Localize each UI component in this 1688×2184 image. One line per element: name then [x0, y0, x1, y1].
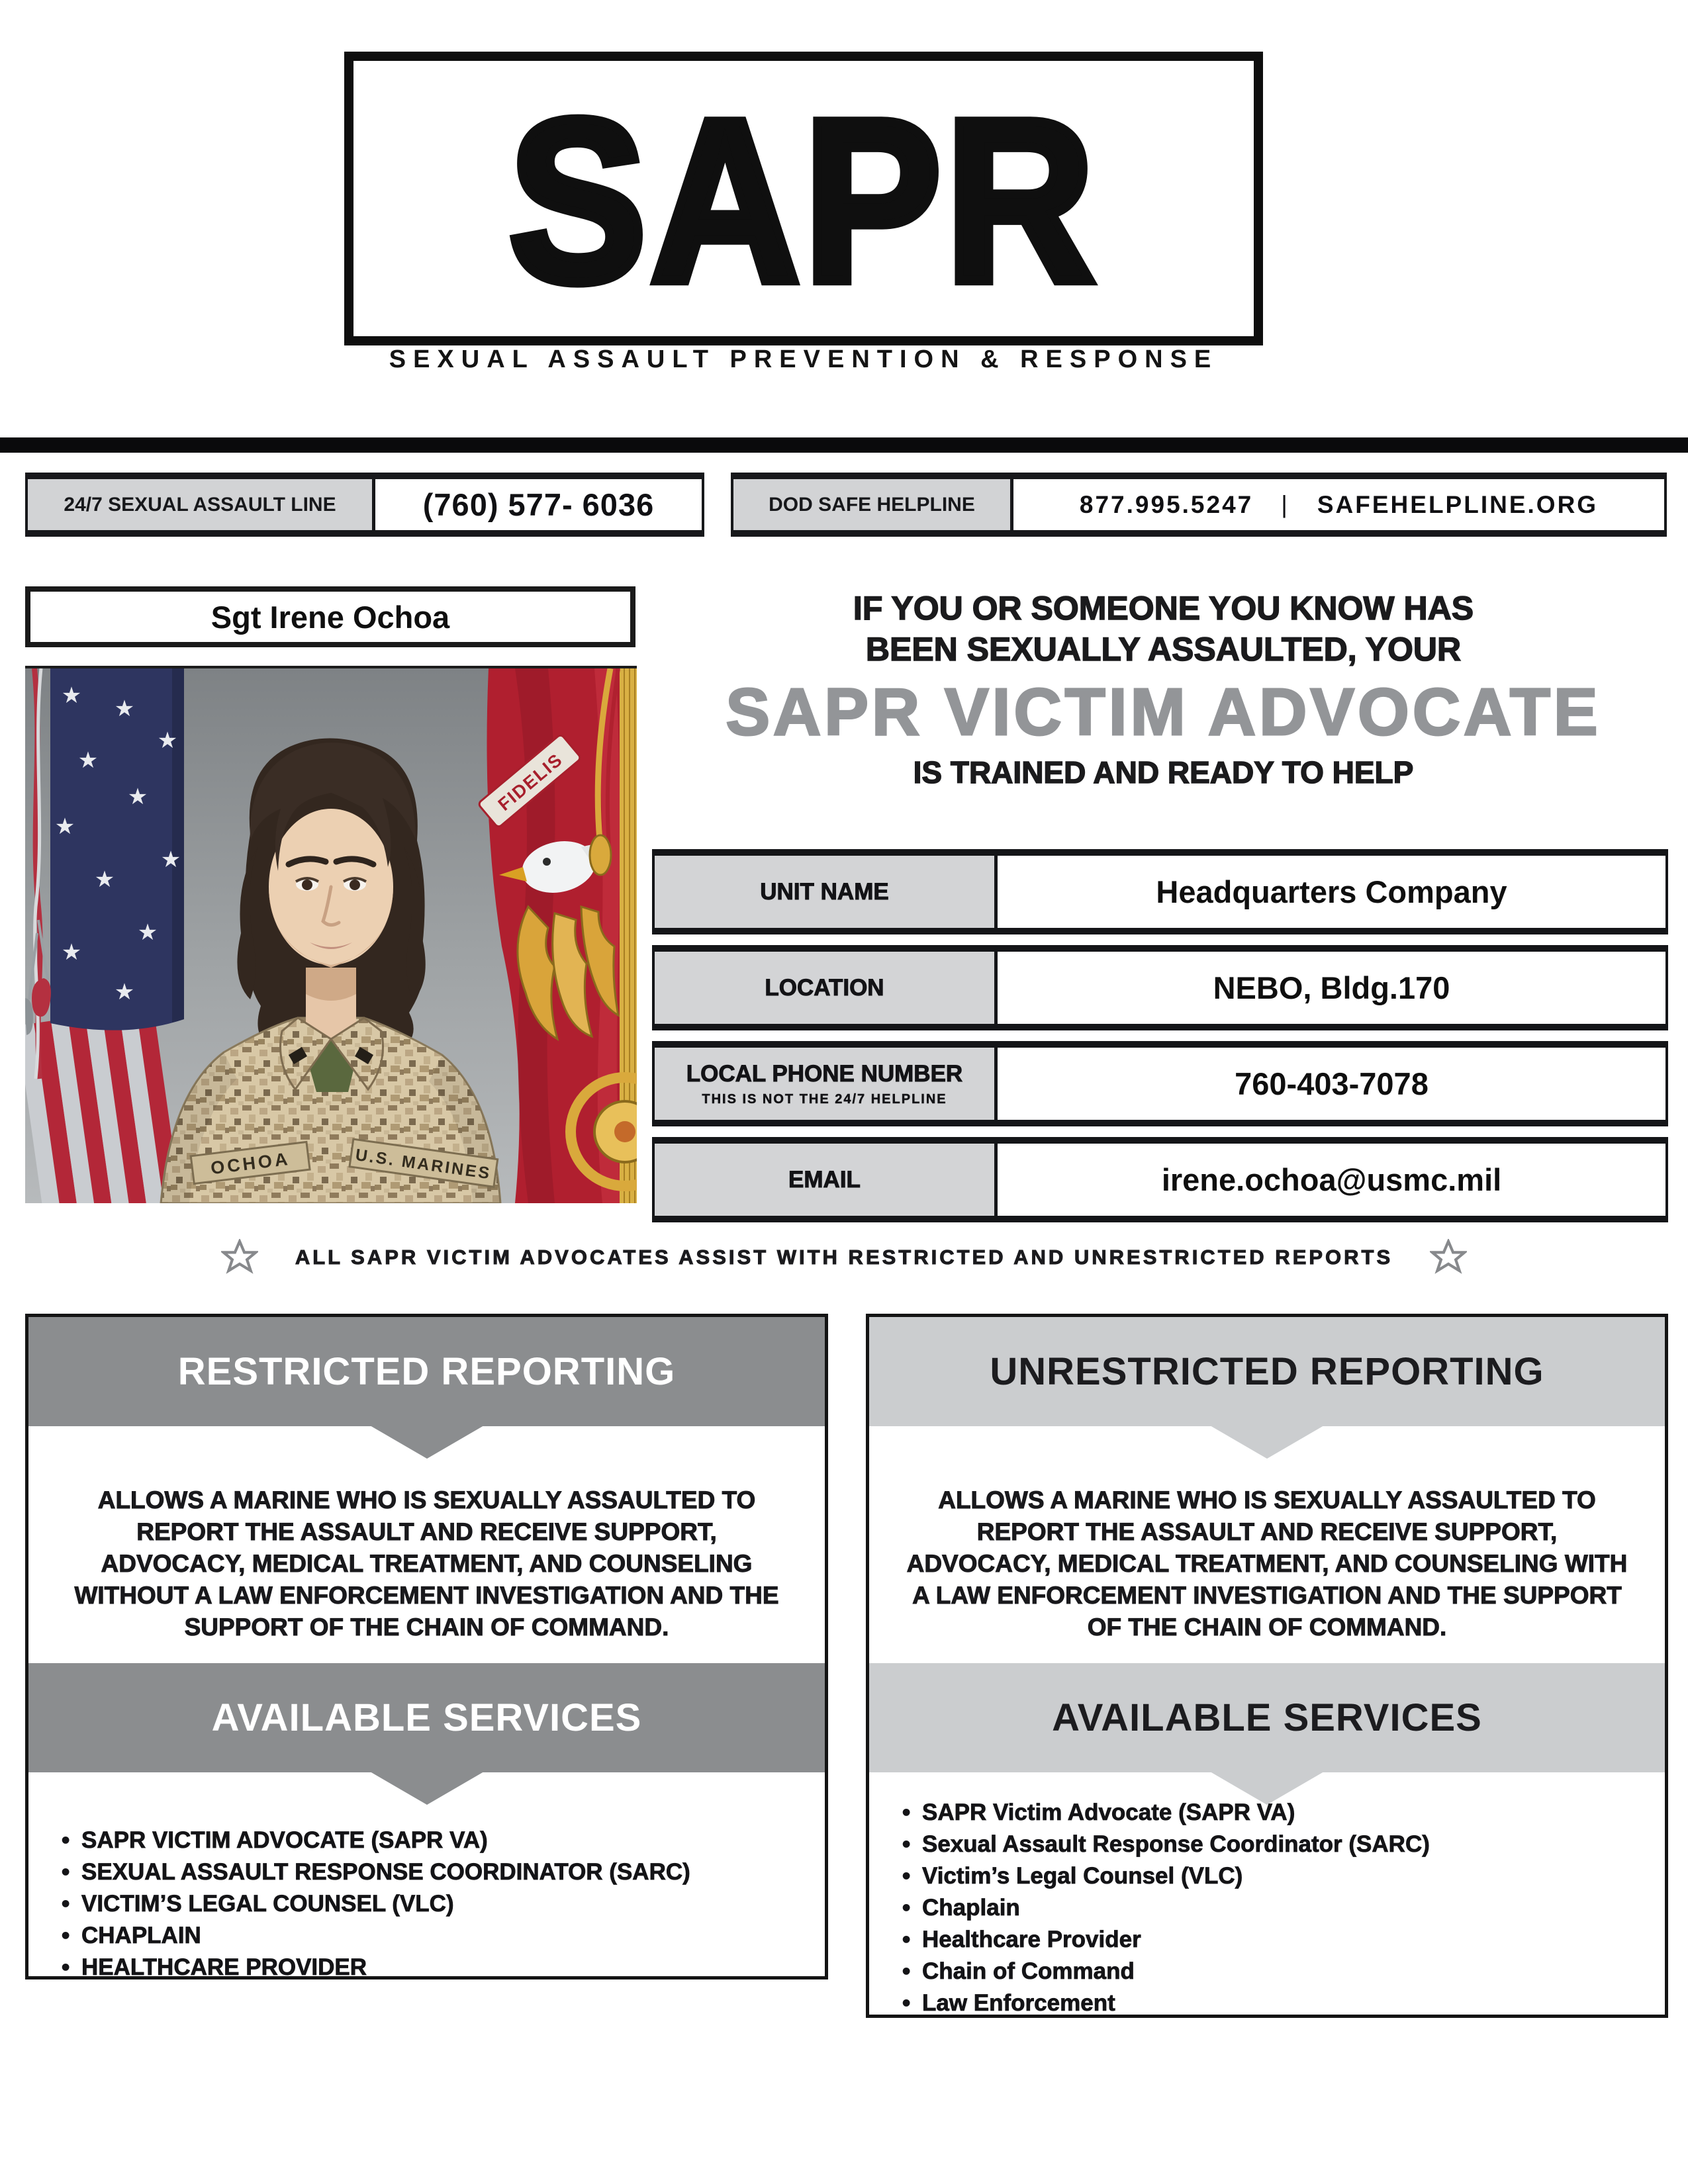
- unrestricted-services-list: [869, 1772, 1665, 2016]
- location-row: [652, 945, 1668, 1030]
- unrestricted-services-header: [869, 1663, 1665, 1772]
- restricted-services-header: [28, 1663, 825, 1772]
- intro-highlight: SAPR VICTIM ADVOCATE: [726, 675, 1601, 749]
- flag-ribbon-text: FIDELIS: [494, 749, 567, 815]
- intro-line-2: BEEN SEXUALLY ASSAULTED, YOUR: [865, 631, 1462, 668]
- svg-text:★: ★: [114, 979, 135, 1005]
- reports-banner-text: ALL SAPR VICTIM ADVOCATES ASSIST WITH RESTRICTED AND UNRESTRICTED REPORTS: [295, 1246, 1393, 1269]
- star-icon: [1430, 1239, 1467, 1276]
- svg-text:★: ★: [61, 682, 82, 709]
- unrestricted-services-title: AVAILABLE SERVICES: [1052, 1696, 1482, 1739]
- list-item: • SAPR VICTIM ADVOCATE (SAPR VA): [59, 1829, 812, 1852]
- advocate-name-box: Sgt Irene Ochoa: [25, 586, 635, 647]
- local-phone-value: 760-403-7078: [1235, 1066, 1429, 1101]
- intro-block: [659, 588, 1668, 792]
- dod-safe-helpline-website: SAFEHELPLINE.ORG: [1317, 490, 1599, 518]
- list-item: • Sexual Assault Response Coordinator (SARC): [900, 1832, 1652, 1857]
- sexual-assault-line-label: 24/7 SEXUAL ASSAULT LINE: [28, 479, 375, 530]
- list-item: • Healthcare Provider: [900, 1927, 1652, 1952]
- svg-text:★: ★: [77, 747, 99, 774]
- email-row: [652, 1137, 1668, 1222]
- svg-text:★: ★: [127, 784, 148, 810]
- svg-text:★: ★: [157, 727, 178, 754]
- unit-name-row: [652, 849, 1668, 934]
- restricted-reporting-title: RESTRICTED REPORTING: [177, 1350, 676, 1393]
- chevron-down-icon: [1210, 1426, 1324, 1459]
- list-item: • Chain of Command: [900, 1959, 1652, 1984]
- list-item: • Chaplain: [900, 1895, 1652, 1921]
- location-label: LOCATION: [655, 952, 998, 1024]
- list-item: • Law Enforcement: [900, 1991, 1652, 2016]
- dod-safe-helpline-number: 877.995.5247: [1079, 490, 1254, 518]
- sexual-assault-line-number: (760) 577- 6036: [422, 487, 655, 522]
- local-phone-sublabel: THIS IS NOT THE 24/7 HELPLINE: [702, 1091, 947, 1107]
- local-phone-label-main: LOCAL PHONE NUMBER: [686, 1060, 963, 1087]
- restricted-reporting-description: ALLOWS A MARINE WHO IS SEXUALLY ASSAULTED TO REPORT THE ASSAULT AND RECEIVE SUPPORT, ADVOCACY, MEDICAL TREATMENT, AND COUNSELING WITHOUT A LAW ENFORCEMENT INVESTIGATION AND THE SUPPORT OF THE CHAIN OF COMMAND.: [74, 1486, 779, 1641]
- svg-text:★: ★: [94, 866, 115, 893]
- intro-line-3: IS TRAINED AND READY TO HELP: [913, 755, 1414, 790]
- branch-tape: U.S. MARINES: [354, 1145, 492, 1183]
- name-tape: OCHOA: [209, 1148, 291, 1179]
- list-item: • SEXUAL ASSAULT RESPONSE COORDINATOR (SARC): [59, 1860, 812, 1884]
- dod-safe-helpline-label: DOD SAFE HELPLINE: [733, 479, 1013, 530]
- svg-text:★: ★: [54, 813, 75, 840]
- svg-text:★: ★: [61, 939, 82, 966]
- sapr-logo-title: SAPR: [508, 72, 1099, 330]
- email-value: irene.ochoa@usmc.mil: [1161, 1162, 1502, 1197]
- intro-line-1: IF YOU OR SOMEONE YOU KNOW HAS: [853, 590, 1474, 627]
- svg-text:★: ★: [160, 846, 181, 873]
- location-value: NEBO, Bldg.170: [1213, 970, 1450, 1005]
- list-item: • Victim’s Legal Counsel (VLC): [900, 1864, 1652, 1889]
- sapr-logo: SAPR SEXUAL ASSAULT PREVENTION & RESPONSE: [344, 52, 1263, 345]
- restricted-reporting-header: [28, 1317, 825, 1426]
- unrestricted-reporting-description: ALLOWS A MARINE WHO IS SEXUALLY ASSAULTED TO REPORT THE ASSAULT AND RECEIVE SUPPORT, ADVOCACY, MEDICAL TREATMENT, AND COUNSELING WITH A LAW ENFORCEMENT INVESTIGATION AND THE SUPPORT OF THE CHAIN OF COMMAND.: [906, 1486, 1628, 1641]
- sexual-assault-line-box: [25, 473, 704, 537]
- advocate-details: [652, 849, 1668, 1233]
- list-item: • HEALTHCARE PROVIDER: [59, 1956, 812, 1979]
- advocate-photo: [25, 666, 637, 1203]
- divider-bar: |: [1281, 490, 1289, 518]
- svg-text:★: ★: [137, 919, 158, 946]
- list-item: • SAPR Victim Advocate (SAPR VA): [900, 1800, 1652, 1825]
- restricted-services-title: AVAILABLE SERVICES: [211, 1696, 642, 1739]
- dod-safe-helpline-value: [1013, 479, 1664, 530]
- unrestricted-reporting-header: [869, 1317, 1665, 1426]
- unrestricted-reporting-title: UNRESTRICTED REPORTING: [990, 1350, 1544, 1393]
- list-item: • VICTIM’S LEGAL COUNSEL (VLC): [59, 1892, 812, 1916]
- unrestricted-reporting-section: [866, 1314, 1668, 2018]
- local-phone-row: [652, 1041, 1668, 1126]
- local-phone-label: [655, 1048, 998, 1120]
- chevron-down-icon: [370, 1426, 484, 1459]
- chevron-down-icon: [370, 1772, 484, 1805]
- list-item: • CHAPLAIN: [59, 1924, 812, 1948]
- unit-name-value: Headquarters Company: [1156, 874, 1507, 909]
- star-icon: [221, 1239, 258, 1276]
- restricted-reporting-section: [25, 1314, 828, 1979]
- svg-text:★: ★: [114, 696, 135, 722]
- email-label: EMAIL: [655, 1144, 998, 1216]
- dod-safe-helpline-box: [731, 473, 1667, 537]
- unit-name-label: UNIT NAME: [655, 856, 998, 928]
- reports-banner: [0, 1239, 1688, 1276]
- black-divider-bar: [0, 437, 1688, 453]
